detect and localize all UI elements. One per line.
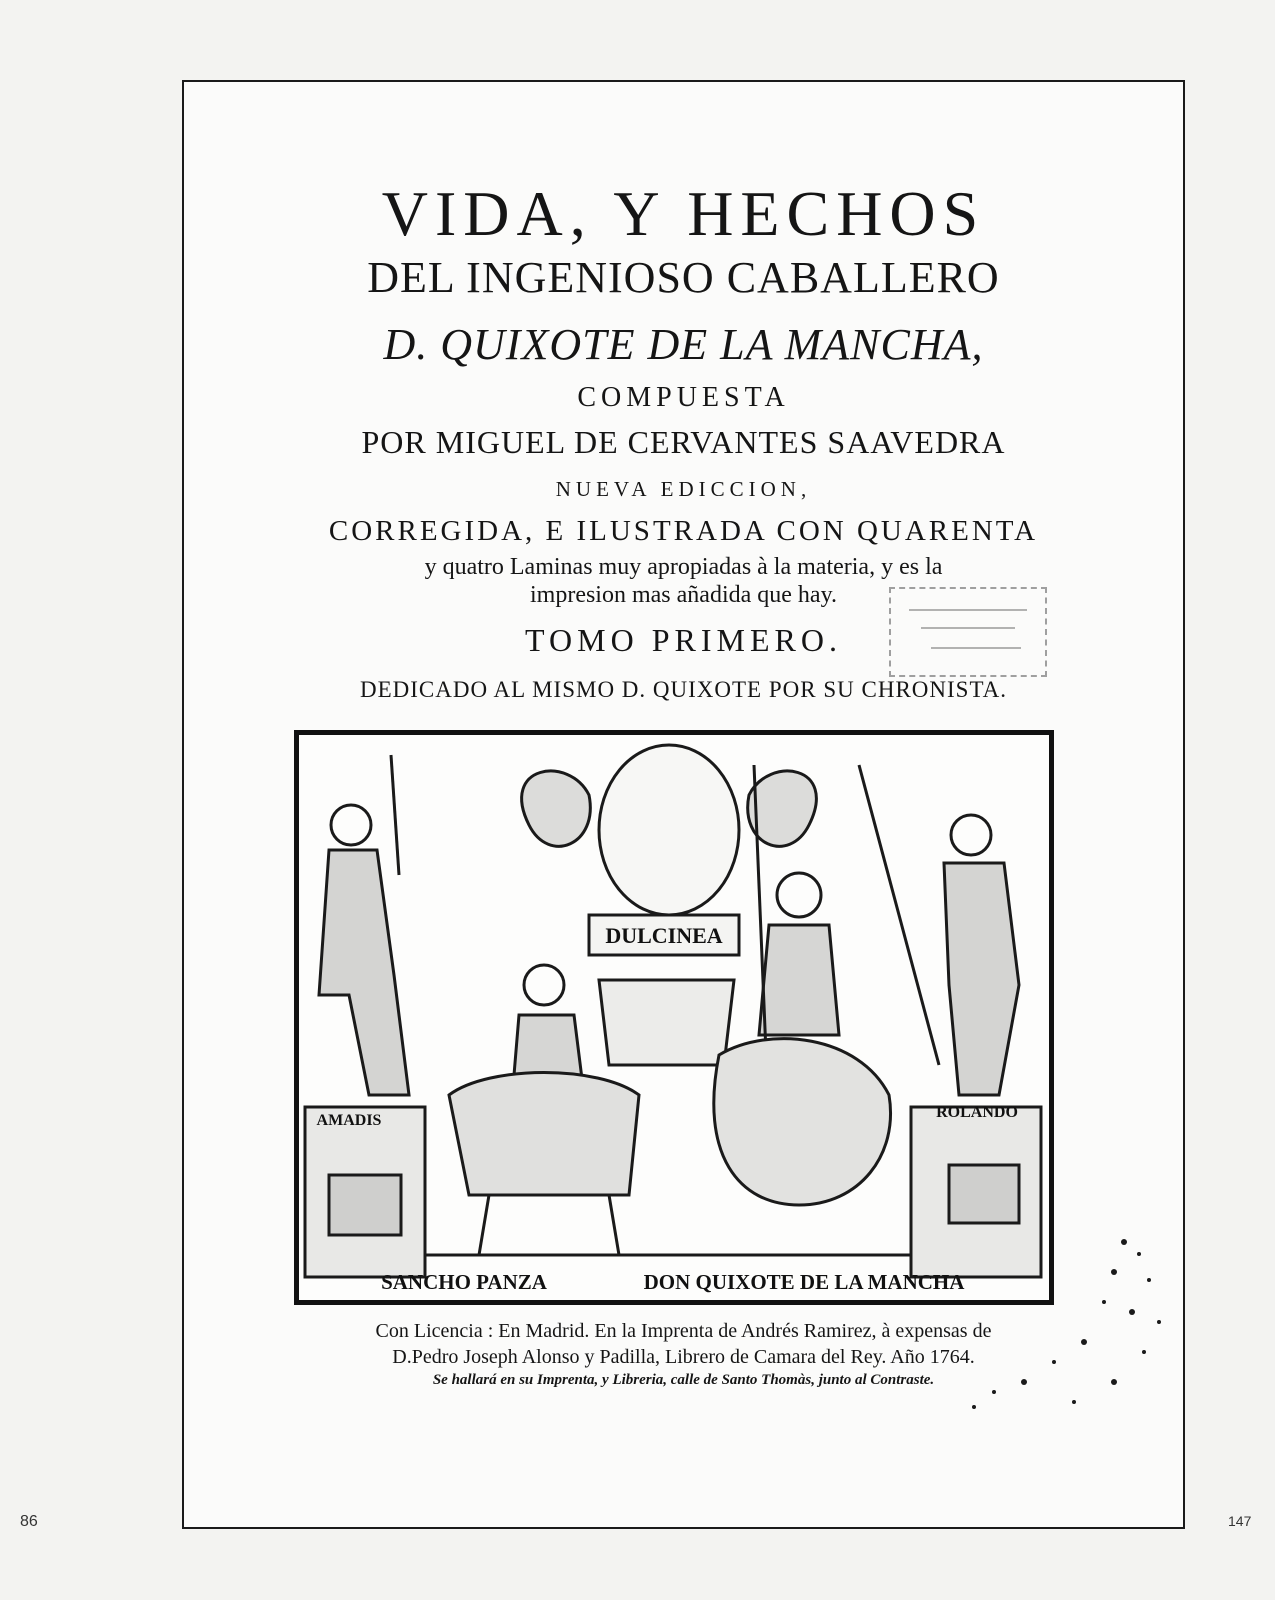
woodcut-illustration (294, 730, 1054, 1305)
title-line-dedicado: DEDICADO AL MISMO D. QUIXOTE POR SU CHRONISTA. (359, 677, 1008, 702)
label-dulcinea: DULCINEA (605, 923, 723, 948)
imprint-line-licencia: Con Licencia : En Madrid. En la Imprenta de Andrés Ramirez, à expensas de (375, 1320, 992, 1342)
title-line-author: POR MIGUEL DE CERVANTES SAAVEDRA (361, 424, 1006, 460)
woodcut-drawing (299, 735, 1049, 1300)
imprint-line-publisher: D.Pedro Joseph Alonso y Padilla, Librero de Camara del Rey. Año 1764. (392, 1346, 975, 1368)
label-don-quixote-woodcut: DON QUIXOTE DE LA MANCHA (643, 1270, 965, 1294)
label-amadis: AMADIS (316, 1112, 382, 1129)
title-line-laminas: y quatro Laminas muy apropiadas à la materia, y es la (424, 554, 943, 580)
title-line-nueva-edicion: NUEVA EDICCION, (555, 477, 812, 501)
ink-specks (874, 1232, 1174, 1432)
title-line-corregida: CORREGIDA, E ILUSTRADA CON QUARENTA (328, 515, 1039, 547)
title-line-ingenioso-caballero: DEL INGENIOSO CABALLERO (367, 253, 1000, 302)
label-sancho-panza: SANCHO PANZA (381, 1270, 547, 1294)
library-stamp (889, 587, 1047, 677)
title-line-impresion: impresion mas añadida que hay. (529, 582, 838, 608)
page-number-left: 86 (20, 1513, 38, 1530)
title-page-facsimile (182, 80, 1185, 1529)
title-line-don-quixote: D. QUIXOTE DE LA MANCHA, (383, 320, 984, 369)
page-number-right: 147 (1228, 1513, 1252, 1529)
imprint-line-address: Se hallará en su Imprenta, y Libreria, calle de Santo Thomàs, junto al Contraste. (432, 1372, 935, 1388)
title-line-compuesta: COMPUESTA (577, 382, 790, 413)
label-rolando: ROLANDO (936, 1104, 1018, 1121)
title-line-vida-y-hechos: VIDA, Y HECHOS (381, 178, 986, 249)
title-line-tomo-primero: TOMO PRIMERO. (525, 622, 842, 658)
